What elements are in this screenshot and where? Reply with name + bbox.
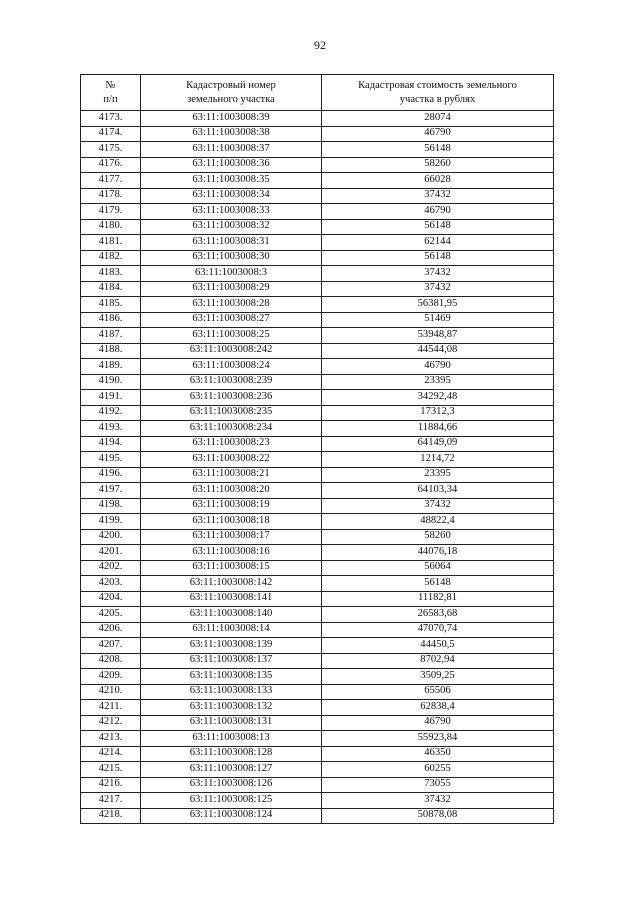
cadastral-number-cell: 63:11:1003008:140 bbox=[141, 607, 322, 623]
cadastral-number-cell: 63:11:1003008:135 bbox=[141, 669, 322, 685]
header-cadastral-value-line2: участка в рублях bbox=[399, 93, 476, 105]
cadastral-value-cell: 44076,18 bbox=[322, 545, 554, 561]
header-row-number-line1: № bbox=[105, 79, 116, 91]
table-row bbox=[81, 111, 554, 127]
table-row bbox=[81, 576, 554, 592]
row-number-cell: 4189. bbox=[81, 359, 141, 375]
cadastral-number-cell: 63:11:1003008:31 bbox=[141, 235, 322, 251]
cadastral-value-cell: 46790 bbox=[322, 715, 554, 731]
table-row bbox=[81, 638, 554, 654]
cadastral-value-cell: 23395 bbox=[322, 374, 554, 390]
row-number-cell: 4215. bbox=[81, 762, 141, 778]
cadastral-number-cell: 63:11:1003008:14 bbox=[141, 622, 322, 638]
table-body bbox=[81, 111, 554, 824]
table-row bbox=[81, 343, 554, 359]
row-number-cell: 4205. bbox=[81, 607, 141, 623]
table-row bbox=[81, 374, 554, 390]
cadastral-value-cell: 34292,48 bbox=[322, 390, 554, 406]
cadastral-number-cell: 63:11:1003008:15 bbox=[141, 560, 322, 576]
cadastral-number-cell: 63:11:1003008:139 bbox=[141, 638, 322, 654]
cadastral-value-cell: 58260 bbox=[322, 157, 554, 173]
table-row bbox=[81, 173, 554, 189]
table-row bbox=[81, 390, 554, 406]
row-number-cell: 4182. bbox=[81, 250, 141, 266]
table-row bbox=[81, 607, 554, 623]
row-number-cell: 4185. bbox=[81, 297, 141, 313]
cadastral-value-cell: 53948,87 bbox=[322, 328, 554, 344]
table-row bbox=[81, 777, 554, 793]
cadastral-value-cell: 50878,08 bbox=[322, 808, 554, 824]
cadastral-value-table bbox=[80, 74, 554, 824]
cadastral-value-cell: 44544,08 bbox=[322, 343, 554, 359]
table-row bbox=[81, 700, 554, 716]
cadastral-number-cell: 63:11:1003008:23 bbox=[141, 436, 322, 452]
cadastral-number-cell: 63:11:1003008:39 bbox=[141, 111, 322, 127]
cadastral-number-cell: 63:11:1003008:234 bbox=[141, 421, 322, 437]
cadastral-value-cell: 23395 bbox=[322, 467, 554, 483]
table-row bbox=[81, 126, 554, 142]
table-row bbox=[81, 808, 554, 824]
row-number-cell: 4179. bbox=[81, 204, 141, 220]
cadastral-number-cell: 63:11:1003008:137 bbox=[141, 653, 322, 669]
cadastral-value-cell: 46790 bbox=[322, 126, 554, 142]
header-cadastral-value bbox=[322, 75, 554, 111]
row-number-cell: 4173. bbox=[81, 111, 141, 127]
cadastral-number-cell: 63:11:1003008:239 bbox=[141, 374, 322, 390]
cadastral-number-cell: 63:11:1003008:32 bbox=[141, 219, 322, 235]
cadastral-value-cell: 66028 bbox=[322, 173, 554, 189]
row-number-cell: 4190. bbox=[81, 374, 141, 390]
cadastral-number-cell: 63:11:1003008:34 bbox=[141, 188, 322, 204]
cadastral-value-cell: 26583,68 bbox=[322, 607, 554, 623]
row-number-cell: 4199. bbox=[81, 514, 141, 530]
table-row bbox=[81, 250, 554, 266]
cadastral-value-cell: 37432 bbox=[322, 266, 554, 282]
row-number-cell: 4174. bbox=[81, 126, 141, 142]
cadastral-number-cell: 63:11:1003008:131 bbox=[141, 715, 322, 731]
row-number-cell: 4204. bbox=[81, 591, 141, 607]
cadastral-number-cell: 63:11:1003008:30 bbox=[141, 250, 322, 266]
cadastral-value-cell: 37432 bbox=[322, 793, 554, 809]
table-row bbox=[81, 188, 554, 204]
cadastral-number-cell: 63:11:1003008:16 bbox=[141, 545, 322, 561]
table-row bbox=[81, 204, 554, 220]
row-number-cell: 4214. bbox=[81, 746, 141, 762]
header-cadastral-number-line1: Кадастровый номер bbox=[186, 79, 276, 91]
cadastral-value-cell: 56148 bbox=[322, 142, 554, 158]
cadastral-number-cell: 63:11:1003008:24 bbox=[141, 359, 322, 375]
cadastral-value-cell: 37432 bbox=[322, 188, 554, 204]
table-row bbox=[81, 669, 554, 685]
table-row bbox=[81, 421, 554, 437]
table-row bbox=[81, 622, 554, 638]
cadastral-value-cell: 65506 bbox=[322, 684, 554, 700]
row-number-cell: 4197. bbox=[81, 483, 141, 499]
row-number-cell: 4213. bbox=[81, 731, 141, 747]
cadastral-number-cell: 63:11:1003008:35 bbox=[141, 173, 322, 189]
cadastral-number-cell: 63:11:1003008:236 bbox=[141, 390, 322, 406]
row-number-cell: 4203. bbox=[81, 576, 141, 592]
row-number-cell: 4176. bbox=[81, 157, 141, 173]
cadastral-value-cell: 56064 bbox=[322, 560, 554, 576]
cadastral-value-cell: 55923,84 bbox=[322, 731, 554, 747]
cadastral-value-cell: 1214,72 bbox=[322, 452, 554, 468]
row-number-cell: 4178. bbox=[81, 188, 141, 204]
cadastral-value-cell: 46790 bbox=[322, 204, 554, 220]
cadastral-number-cell: 63:11:1003008:28 bbox=[141, 297, 322, 313]
table-row bbox=[81, 359, 554, 375]
row-number-cell: 4198. bbox=[81, 498, 141, 514]
row-number-cell: 4186. bbox=[81, 312, 141, 328]
cadastral-value-cell: 64149,09 bbox=[322, 436, 554, 452]
row-number-cell: 4177. bbox=[81, 173, 141, 189]
row-number-cell: 4193. bbox=[81, 421, 141, 437]
table-row bbox=[81, 591, 554, 607]
table-row bbox=[81, 142, 554, 158]
table-row bbox=[81, 452, 554, 468]
cadastral-value-cell: 56148 bbox=[322, 576, 554, 592]
header-cadastral-number-line2: земельного участка bbox=[187, 93, 275, 105]
cadastral-value-cell: 64103,34 bbox=[322, 483, 554, 499]
cadastral-number-cell: 63:11:1003008:21 bbox=[141, 467, 322, 483]
cadastral-value-cell: 60255 bbox=[322, 762, 554, 778]
row-number-cell: 4196. bbox=[81, 467, 141, 483]
table-row bbox=[81, 235, 554, 251]
header-row-number bbox=[81, 75, 141, 111]
table-header bbox=[81, 75, 554, 111]
row-number-cell: 4180. bbox=[81, 219, 141, 235]
row-number-cell: 4181. bbox=[81, 235, 141, 251]
table-row bbox=[81, 746, 554, 762]
table-row bbox=[81, 405, 554, 421]
cadastral-number-cell: 63:11:1003008:25 bbox=[141, 328, 322, 344]
cadastral-value-cell: 3509,25 bbox=[322, 669, 554, 685]
cadastral-number-cell: 63:11:1003008:27 bbox=[141, 312, 322, 328]
cadastral-number-cell: 63:11:1003008:13 bbox=[141, 731, 322, 747]
cadastral-value-cell: 56381,95 bbox=[322, 297, 554, 313]
cadastral-value-cell: 11884,66 bbox=[322, 421, 554, 437]
cadastral-number-cell: 63:11:1003008:3 bbox=[141, 266, 322, 282]
row-number-cell: 4210. bbox=[81, 684, 141, 700]
cadastral-number-cell: 63:11:1003008:127 bbox=[141, 762, 322, 778]
row-number-cell: 4218. bbox=[81, 808, 141, 824]
cadastral-value-cell: 37432 bbox=[322, 281, 554, 297]
cadastral-number-cell: 63:11:1003008:20 bbox=[141, 483, 322, 499]
table-row bbox=[81, 731, 554, 747]
cadastral-number-cell: 63:11:1003008:142 bbox=[141, 576, 322, 592]
table-row bbox=[81, 328, 554, 344]
cadastral-value-cell: 17312,3 bbox=[322, 405, 554, 421]
cadastral-number-cell: 63:11:1003008:133 bbox=[141, 684, 322, 700]
cadastral-value-cell: 46350 bbox=[322, 746, 554, 762]
cadastral-value-cell: 37432 bbox=[322, 498, 554, 514]
cadastral-number-cell: 63:11:1003008:37 bbox=[141, 142, 322, 158]
cadastral-value-cell: 8702,94 bbox=[322, 653, 554, 669]
row-number-cell: 4217. bbox=[81, 793, 141, 809]
cadastral-value-cell: 62838,4 bbox=[322, 700, 554, 716]
header-cadastral-number bbox=[141, 75, 322, 111]
row-number-cell: 4200. bbox=[81, 529, 141, 545]
cadastral-number-cell: 63:11:1003008:242 bbox=[141, 343, 322, 359]
table-row bbox=[81, 653, 554, 669]
row-number-cell: 4183. bbox=[81, 266, 141, 282]
table-row bbox=[81, 684, 554, 700]
table-row bbox=[81, 498, 554, 514]
header-row-number-line2: п/п bbox=[103, 93, 118, 105]
table-row bbox=[81, 762, 554, 778]
table-row bbox=[81, 483, 554, 499]
cadastral-value-cell: 58260 bbox=[322, 529, 554, 545]
header-cadastral-value-line1: Кадастровая стоимость земельного bbox=[358, 79, 517, 91]
row-number-cell: 4191. bbox=[81, 390, 141, 406]
table-row bbox=[81, 219, 554, 235]
table-row bbox=[81, 715, 554, 731]
table-row bbox=[81, 529, 554, 545]
header-row bbox=[81, 75, 554, 111]
row-number-cell: 4206. bbox=[81, 622, 141, 638]
cadastral-value-cell: 44450,5 bbox=[322, 638, 554, 654]
cadastral-number-cell: 63:11:1003008:33 bbox=[141, 204, 322, 220]
cadastral-value-cell: 51469 bbox=[322, 312, 554, 328]
table-row bbox=[81, 545, 554, 561]
cadastral-value-cell: 28074 bbox=[322, 111, 554, 127]
row-number-cell: 4187. bbox=[81, 328, 141, 344]
cadastral-value-cell: 62144 bbox=[322, 235, 554, 251]
cadastral-number-cell: 63:11:1003008:36 bbox=[141, 157, 322, 173]
cadastral-number-cell: 63:11:1003008:29 bbox=[141, 281, 322, 297]
table-row bbox=[81, 436, 554, 452]
cadastral-number-cell: 63:11:1003008:125 bbox=[141, 793, 322, 809]
row-number-cell: 4175. bbox=[81, 142, 141, 158]
cadastral-value-cell: 11182,81 bbox=[322, 591, 554, 607]
cadastral-number-cell: 63:11:1003008:22 bbox=[141, 452, 322, 468]
row-number-cell: 4216. bbox=[81, 777, 141, 793]
table-row bbox=[81, 467, 554, 483]
cadastral-number-cell: 63:11:1003008:124 bbox=[141, 808, 322, 824]
table-row bbox=[81, 297, 554, 313]
row-number-cell: 4201. bbox=[81, 545, 141, 561]
cadastral-value-cell: 73055 bbox=[322, 777, 554, 793]
table-row bbox=[81, 793, 554, 809]
row-number-cell: 4202. bbox=[81, 560, 141, 576]
cadastral-value-cell: 56148 bbox=[322, 250, 554, 266]
cadastral-number-cell: 63:11:1003008:128 bbox=[141, 746, 322, 762]
cadastral-number-cell: 63:11:1003008:235 bbox=[141, 405, 322, 421]
cadastral-value-cell: 48822,4 bbox=[322, 514, 554, 530]
row-number-cell: 4208. bbox=[81, 653, 141, 669]
row-number-cell: 4192. bbox=[81, 405, 141, 421]
cadastral-number-cell: 63:11:1003008:132 bbox=[141, 700, 322, 716]
cadastral-number-cell: 63:11:1003008:141 bbox=[141, 591, 322, 607]
cadastral-value-cell: 56148 bbox=[322, 219, 554, 235]
cadastral-number-cell: 63:11:1003008:126 bbox=[141, 777, 322, 793]
row-number-cell: 4209. bbox=[81, 669, 141, 685]
table-row bbox=[81, 312, 554, 328]
table-row bbox=[81, 281, 554, 297]
row-number-cell: 4207. bbox=[81, 638, 141, 654]
row-number-cell: 4184. bbox=[81, 281, 141, 297]
cadastral-value-cell: 46790 bbox=[322, 359, 554, 375]
cadastral-number-cell: 63:11:1003008:18 bbox=[141, 514, 322, 530]
table-row bbox=[81, 157, 554, 173]
row-number-cell: 4211. bbox=[81, 700, 141, 716]
cadastral-number-cell: 63:11:1003008:19 bbox=[141, 498, 322, 514]
row-number-cell: 4212. bbox=[81, 715, 141, 731]
table-row bbox=[81, 266, 554, 282]
page-number: 92 bbox=[314, 38, 326, 52]
row-number-cell: 4194. bbox=[81, 436, 141, 452]
cadastral-value-cell: 47070,74 bbox=[322, 622, 554, 638]
row-number-cell: 4188. bbox=[81, 343, 141, 359]
table-row bbox=[81, 560, 554, 576]
cadastral-number-cell: 63:11:1003008:38 bbox=[141, 126, 322, 142]
row-number-cell: 4195. bbox=[81, 452, 141, 468]
cadastral-number-cell: 63:11:1003008:17 bbox=[141, 529, 322, 545]
table-row bbox=[81, 514, 554, 530]
